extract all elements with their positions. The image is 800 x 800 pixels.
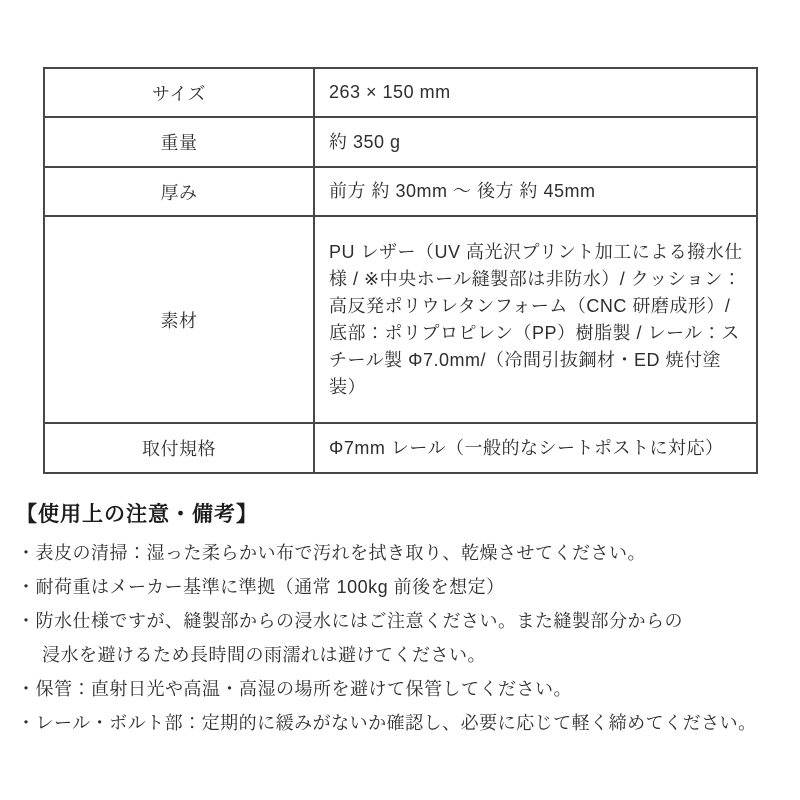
spec-value-thickness: 前方 約 30mm ～ 後方 約 45mm	[314, 167, 757, 216]
spec-row-weight	[44, 117, 757, 167]
spec-label-weight: 重量	[44, 117, 314, 167]
spec-table	[43, 67, 758, 474]
note-line-rail-bolts: ・レール・ボルト部：定期的に緩みがないか確認し、必要に応じて軽く締めてください。	[17, 713, 757, 733]
note-line-waterproof: ・防水仕様ですが、縫製部からの浸水にはご注意ください。また縫製部分からの	[17, 611, 683, 631]
spec-label-material: 素材	[44, 216, 314, 423]
spec-label-thickness: 厚み	[44, 167, 314, 216]
notes-list	[17, 536, 797, 740]
spec-row-mount-standard	[44, 423, 757, 473]
spec-label-size: サイズ	[44, 68, 314, 117]
spec-row-material	[44, 216, 757, 423]
spec-value-material: PU レザー（UV 高光沢プリント加工による撥水仕様 / ※中央ホール縫製部は非防水）/ クッション：高反発ポリウレタンフォーム（CNC 研磨成形）/ 底部：ポリプロピレン（PP）樹脂製 / レール：スチール製 Φ7.0mm/（冷間引抜鋼材・ED 焼付塗装）	[314, 216, 757, 423]
note-line-cleaning: ・表皮の清掃：湿った柔らかい布で汚れを拭き取り、乾燥させてください。	[17, 543, 646, 563]
spec-value-size: 263 × 150 mm	[314, 68, 757, 117]
spec-value-weight: 約 350 g	[314, 117, 757, 167]
spec-label-mount-standard: 取付規格	[44, 423, 314, 473]
spec-row-size	[44, 68, 757, 117]
spec-row-thickness	[44, 167, 757, 216]
spec-value-mount-standard: Φ7mm レール（一般的なシートポストに対応）	[314, 423, 757, 473]
note-line-waterproof-continued: 浸水を避けるため長時間の雨濡れは避けてください。	[42, 645, 486, 665]
notes-heading: 【使用上の注意・備考】	[16, 503, 258, 526]
note-line-storage: ・保管：直射日光や高温・高湿の場所を避けて保管してください。	[17, 679, 572, 699]
note-line-load-capacity: ・耐荷重はメーカー基準に準拠（通常 100kg 前後を想定）	[17, 577, 505, 597]
